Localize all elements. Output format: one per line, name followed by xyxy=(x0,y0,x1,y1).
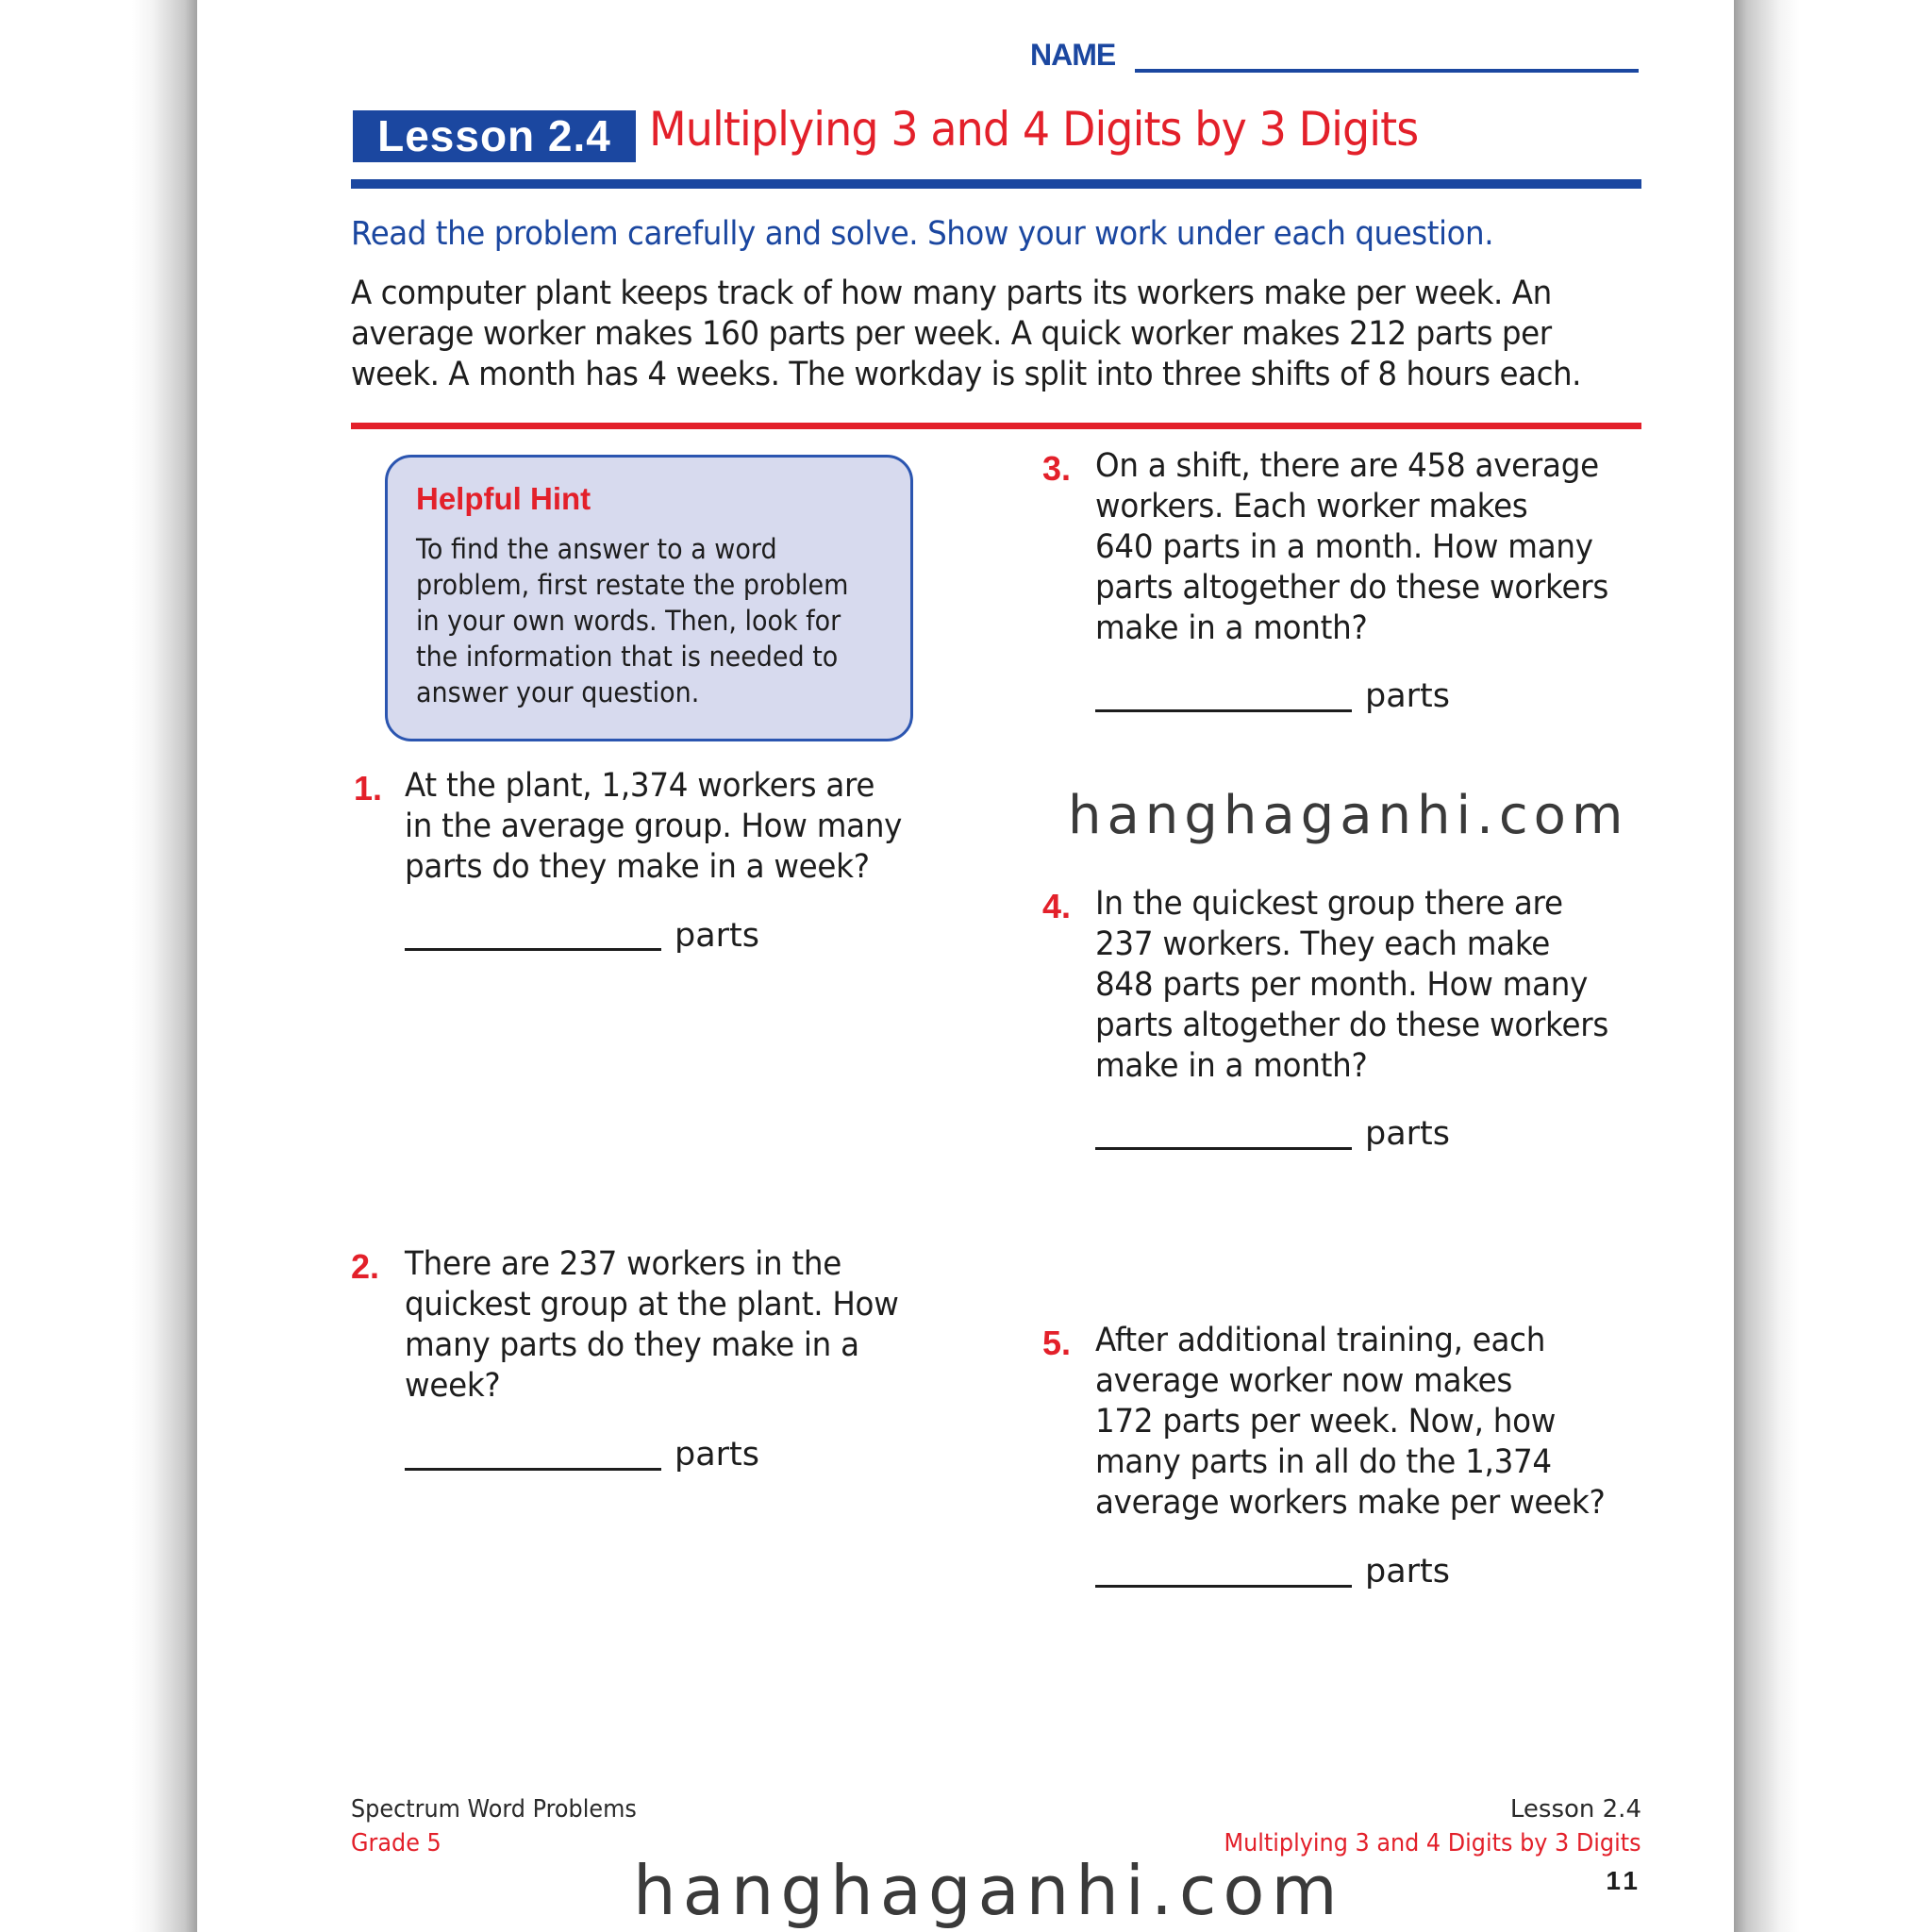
scenario-line: average worker makes 160 parts per week. A quick worker makes 212 parts per xyxy=(351,315,1552,353)
section-divider xyxy=(351,423,1641,429)
hint-line: answer your question. xyxy=(416,676,700,708)
question-line: 172 parts per week. Now, how xyxy=(1095,1403,1557,1441)
page-number: 11 xyxy=(1606,1866,1641,1895)
question-2-answer-unit: parts xyxy=(675,1436,760,1474)
question-3-answer-unit: parts xyxy=(1365,677,1451,715)
question-1-answer-field[interactable] xyxy=(405,948,661,951)
question-line: 640 parts in a month. How many xyxy=(1095,528,1593,566)
question-5-text xyxy=(1095,1321,1643,1524)
hint-line: in your own words. Then, look for xyxy=(416,605,841,637)
question-line: parts altogether do these workers xyxy=(1095,1007,1609,1044)
question-3-number: 3. xyxy=(1042,449,1072,488)
scenario-line: A computer plant keeps track of how many parts its workers make per week. An xyxy=(351,275,1552,312)
question-line: In the quickest group there are xyxy=(1095,885,1563,923)
question-line: make in a month? xyxy=(1095,1047,1368,1085)
question-line: many parts do they make in a xyxy=(405,1326,859,1364)
question-line: quickest group at the plant. How xyxy=(405,1286,899,1324)
question-line: On a shift, there are 458 average xyxy=(1095,447,1599,485)
question-line: average worker now makes xyxy=(1095,1362,1513,1400)
page-shadow-left xyxy=(132,0,198,1932)
question-line: There are 237 workers in the xyxy=(405,1245,841,1283)
question-line: workers. Each worker makes xyxy=(1095,488,1528,525)
lesson-title: Multiplying 3 and 4 Digits by 3 Digits xyxy=(649,102,1419,157)
question-line: After additional training, each xyxy=(1095,1322,1546,1359)
question-line: parts do they make in a week? xyxy=(405,848,870,886)
hint-body xyxy=(416,531,881,710)
question-1-text xyxy=(405,766,940,888)
question-1-number: 1. xyxy=(354,769,383,808)
question-2-text xyxy=(405,1244,936,1407)
question-2-number: 2. xyxy=(351,1247,380,1286)
name-field[interactable] xyxy=(1135,69,1639,73)
hint-line: the information that is needed to xyxy=(416,641,839,673)
scenario-line: week. A month has 4 weeks. The workday is split into three shifts of 8 hours each. xyxy=(351,356,1582,393)
question-3-text xyxy=(1095,446,1647,649)
question-line: parts altogether do these workers xyxy=(1095,569,1609,607)
header-divider xyxy=(351,179,1641,189)
footer-lesson-title: Multiplying 3 and 4 Digits by 3 Digits xyxy=(1224,1829,1641,1857)
question-3-answer-field[interactable] xyxy=(1095,709,1352,712)
question-4-text xyxy=(1095,884,1647,1087)
scenario-paragraph xyxy=(351,274,1672,395)
question-line: many parts in all do the 1,374 xyxy=(1095,1443,1552,1481)
question-line: week? xyxy=(405,1367,501,1405)
watermark-middle: hanghaganhi.com xyxy=(1068,785,1629,846)
name-label: NAME xyxy=(1030,38,1116,72)
hint-title: Helpful Hint xyxy=(416,481,591,516)
lesson-badge: Lesson 2.4 xyxy=(353,110,636,162)
question-4-answer-unit: parts xyxy=(1365,1115,1451,1153)
question-line: 848 parts per month. How many xyxy=(1095,966,1589,1004)
question-line: make in a month? xyxy=(1095,609,1368,647)
question-4-number: 4. xyxy=(1042,887,1072,925)
hint-line: problem, first restate the problem xyxy=(416,569,849,601)
question-line: average workers make per week? xyxy=(1095,1484,1606,1522)
footer-lesson: Lesson 2.4 xyxy=(1509,1795,1641,1824)
question-line: At the plant, 1,374 workers are xyxy=(405,767,875,805)
hint-line: To find the answer to a word xyxy=(416,533,777,565)
question-line: in the average group. How many xyxy=(405,808,903,845)
footer-book-title: Spectrum Word Problems xyxy=(351,1795,637,1824)
instructions: Read the problem carefully and solve. Show your work under each question. xyxy=(351,215,1494,253)
question-4-answer-field[interactable] xyxy=(1095,1147,1352,1150)
page-shadow-right xyxy=(1734,0,1800,1932)
question-5-answer-field[interactable] xyxy=(1095,1585,1352,1588)
question-5-answer-unit: parts xyxy=(1365,1553,1451,1591)
question-line: 237 workers. They each make xyxy=(1095,925,1550,963)
watermark-bottom: hanghaganhi.com xyxy=(633,1851,1344,1930)
question-1-answer-unit: parts xyxy=(675,917,760,955)
question-2-answer-field[interactable] xyxy=(405,1468,661,1471)
footer-grade: Grade 5 xyxy=(351,1829,441,1857)
worksheet-page xyxy=(197,0,1734,1932)
question-5-number: 5. xyxy=(1042,1324,1072,1362)
